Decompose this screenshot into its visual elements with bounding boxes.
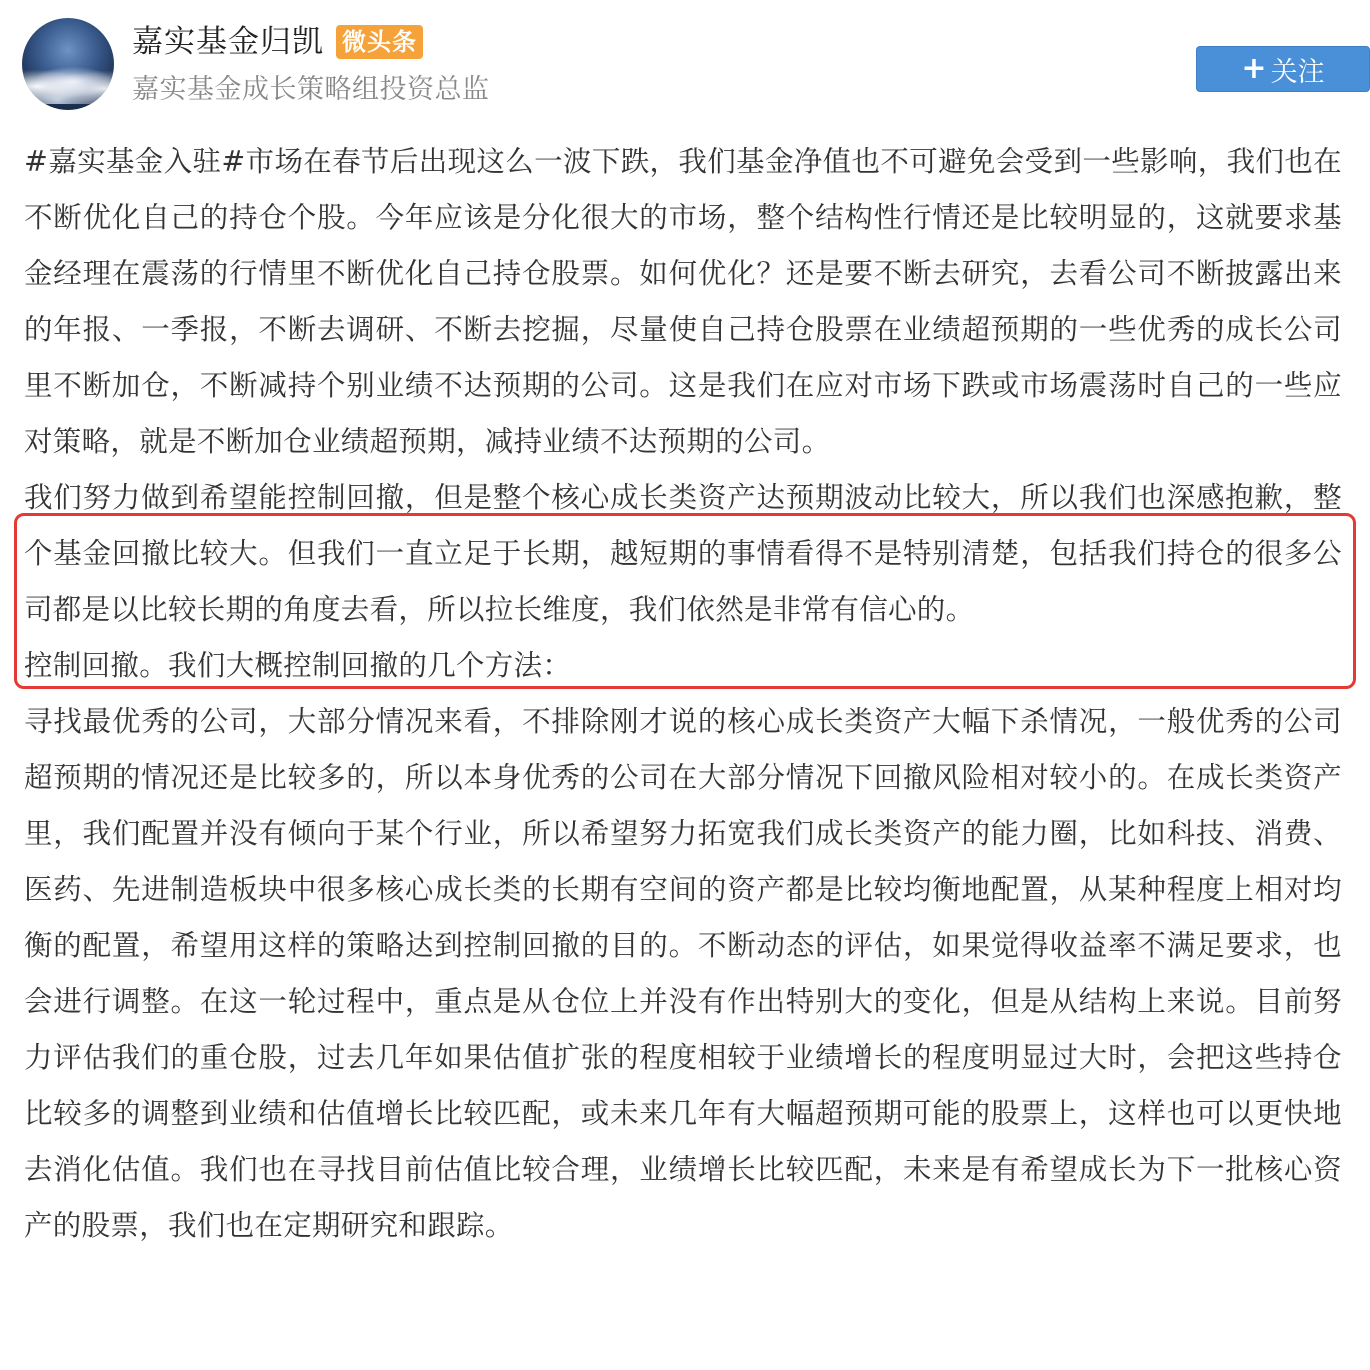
highlight-box bbox=[14, 513, 1356, 689]
post-header bbox=[22, 18, 1352, 118]
author-name[interactable]: 嘉实基金归凯 bbox=[132, 24, 324, 60]
avatar-clouds-image bbox=[22, 60, 114, 104]
author-name-row bbox=[132, 22, 423, 62]
avatar[interactable] bbox=[22, 18, 114, 110]
author-title: 嘉实基金成长策略组投资总监 bbox=[132, 74, 490, 105]
follow-button[interactable] bbox=[1196, 46, 1370, 92]
follow-button-label: 关注 bbox=[1270, 56, 1325, 88]
paragraph-3: 控制回撤。我们大概控制回撤的几个方法： bbox=[24, 649, 572, 682]
plus-icon: + bbox=[1241, 51, 1267, 86]
paragraph-2-highlighted: 我们努力做到希望能控制回撤，但是整个核心成长类资产达预期波动比较大，所以我们也深感抱歉，整个基金回撤比较大。但我们一直立足于长期，越短期的事情看得不是特别清楚，包括我们持仓的很多公司都是以比较长期的角度去看，所以拉长维度，我们依然是非常有信心的。 bbox=[24, 481, 1342, 626]
post-body bbox=[24, 134, 1342, 1254]
weitoutiao-badge: 微头条 bbox=[336, 25, 423, 59]
paragraph-4: 寻找最优秀的公司，大部分情况来看，不排除刚才说的核心成长类资产大幅下杀情况，一般优秀的公司超预期的情况还是比较多的，所以本身优秀的公司在大部分情况下回撤风险相对较小的。在成长类资产里，我们配置并没有倾向于某个行业，所以希望努力拓宽我们成长类资产的能力圈，比如科技、消费、医药、先进制造板块中很多核心成长类的长期有空间的资产都是比较均衡地配置，从某种程度上相对均衡的配置，希望用这样的策略达到控制回撤的目的。不断动态的评估，如果觉得收益率不满足要求，也会进行调整。在这一轮过程中，重点是从仓位上并没有作出特别大的变化，但是从结构上来说。目前努力评估我们的重仓股，过去几年如果估值扩张的程度相较于业绩增长的程度明显过大时，会把这些持仓比较多的调整到业绩和估值增长比较匹配，或未来几年有大幅超预期可能的股票上，这样也可以更快地去消化估值。我们也在寻找目前估值比较合理，业绩增长比较匹配，未来是有希望成长为下一批核心资产的股票，我们也在定期研究和跟踪。 bbox=[24, 705, 1342, 1242]
paragraph-1: #嘉实基金入驻#市场在春节后出现这么一波下跌，我们基金净值也不可避免会受到一些影响，我们也在不断优化自己的持仓个股。今年应该是分化很大的市场，整个结构性行情还是比较明显的，这就要求基金经理在震荡的行情里不断优化自己持仓股票。如何优化？还是要不断去研究，去看公司不断披露出来的年报、一季报，不断去调研、不断去挖掘，尽量使自己持仓股票在业绩超预期的一些优秀的成长公司里不断加仓，不断减持个别业绩不达预期的公司。这是我们在应对市场下跌或市场震荡时自己的一些应对策略，就是不断加仓业绩超预期，减持业绩不达预期的公司。 bbox=[24, 145, 1342, 458]
